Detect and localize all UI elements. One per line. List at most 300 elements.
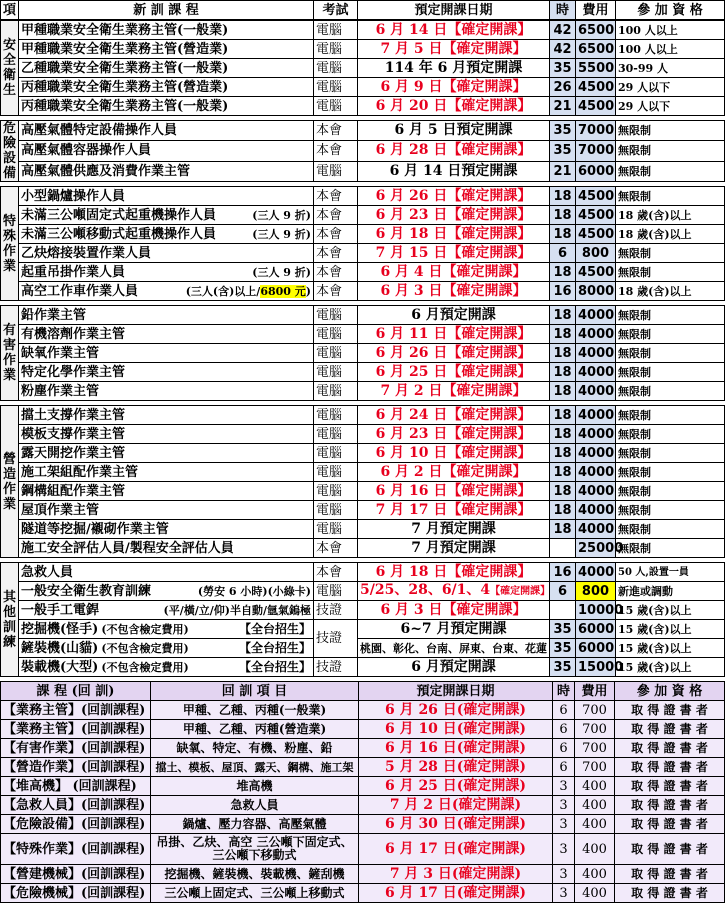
course-title: 鏟裝機(山貓) [21,640,99,656]
fee-cell: 4500 [576,263,616,282]
refresher-date: 6 月 16 日(確定開課) [359,739,553,758]
table-row [1,563,725,582]
exam-type: 本會 [314,141,358,161]
table-row [1,225,725,244]
table-row [1,244,725,263]
table-row [1,482,725,501]
refresher-header [1,682,725,701]
schedule-date-text: 7 月 2 日【確定開課】 [380,382,527,399]
refresher-hours: 3 [553,796,575,815]
course-name [19,482,314,501]
qualification: 無限制 [616,463,725,482]
course-title: 擋土支撐作業主管 [21,407,126,423]
refresher-course: 【急救人員】(回訓課程) [1,796,151,815]
qualification: 無限制 [616,161,725,181]
schedule-date [358,40,550,59]
refresher-fee: 400 [575,815,615,834]
refresher-qual: 取 得 證 書 者 [615,815,725,834]
refresher-course: 【營造作業】(回訓課程) [1,758,151,777]
schedule-date-text: 6 月 3 日【確定開課】 [380,282,527,299]
course-title: 屋頂作業主管 [21,502,100,518]
table-row [1,425,725,444]
course-name [19,501,314,520]
schedule-date-text: 7 月 17 日【確定開課】 [375,501,532,518]
qualification: 18 歲(含)以上 [616,225,725,244]
hours-cell: 18 [550,520,576,539]
schedule-date [358,463,550,482]
refresher-row [1,815,725,834]
refresher-fee: 700 [575,739,615,758]
exam-type: 電腦 [314,40,358,59]
schedule-date [358,306,550,325]
course-name [19,658,314,677]
fee-cell: 15000 [576,658,616,677]
refresher-date: 5 月 28 日(確定開課) [359,758,553,777]
refresher-course: 【營建機械】(回訓課程) [1,865,151,884]
schedule-date [358,658,550,677]
schedule-date-text: 6 月 24 日【確定開課】 [375,406,532,423]
schedule-date-text: 6 月 18 日【確定開課】 [375,225,532,242]
fee-cell: 4500 [576,206,616,225]
schedule-date [358,425,550,444]
qualification: 無限制 [616,121,725,141]
fee-cell: 6500 [576,20,616,40]
refresher-hours: 6 [553,720,575,739]
fee-cell: 6000 [576,161,616,181]
course-name [19,121,314,141]
header-hours: 時 [550,1,576,21]
schedule-date [358,363,550,382]
course-title: 模板支撐作業主管 [21,426,126,442]
fee-cell: 10000 [576,601,616,620]
exam-type: 電腦 [314,97,358,116]
qualification: 無限制 [616,244,725,263]
qualification: 無限制 [616,425,725,444]
table-row [1,141,725,161]
schedule-date-text: 7 月 5 日【確定開課】 [380,40,527,57]
hours-cell: 35 [550,141,576,161]
schedule-date-text: 114 年 6 月預定開課 [384,59,523,76]
qualification: 新進或調動 [616,582,725,601]
fee-cell: 25000 [576,539,616,558]
fee-cell: 4000 [576,563,616,582]
refresher-fee: 700 [575,701,615,720]
schedule-date-text: 5/25、28、6/1、4 [360,582,491,598]
course-name [19,601,314,620]
refresher-row [1,739,725,758]
fee-cell: 4500 [576,97,616,116]
refresher-hours: 3 [553,834,575,865]
fee-cell: 4000 [576,344,616,363]
refresher-row [1,701,725,720]
exam-type: 電腦 [314,520,358,539]
hours-cell: 18 [550,187,576,206]
schedule-date [358,520,550,539]
course-name [19,59,314,78]
fee-cell: 4500 [576,225,616,244]
hours-cell [550,539,576,558]
schedule-date [358,482,550,501]
table-row [1,463,725,482]
table-row [1,78,725,97]
qualification: 15 歲(含)以上 [616,639,725,658]
course-name [19,539,314,558]
course-title: 高壓氣體供應及消費作業主管 [21,163,191,179]
exam-type: 電腦 [314,501,358,520]
refresher-date: 6 月 10 日(確定開課) [359,720,553,739]
course-note-wrap [198,583,311,600]
category-label: 危險設備 [1,121,19,182]
table-row [1,406,725,425]
qualification: 無限制 [616,344,725,363]
refresher-course: 【業務主管】(回訓課程) [1,720,151,739]
table-row [1,344,725,363]
table-row [1,161,725,181]
ref-header-fee: 費用 [575,682,615,701]
schedule-date-text: 6 月 26 日【確定開課】 [375,187,532,204]
price-highlight: 6800 元 [260,284,306,298]
schedule-date-text: 6 月 18 日【確定開課】 [375,563,532,580]
qualification: 無限制 [616,306,725,325]
refresher-item: 甲種、乙種、丙種(一般業) [151,701,359,720]
qualification: 無限制 [616,501,725,520]
course-name [19,563,314,582]
refresher-date: 7 月 2 日(確定開課) [359,796,553,815]
refresher-fee: 400 [575,865,615,884]
course-title: 有機溶劑作業主管 [21,326,126,342]
course-title: 甲種職業安全衛生業務主管(營造業) [21,41,229,57]
course-name [19,244,314,263]
qualification: 15 歲(含)以上 [616,658,725,677]
fee-cell: 8000 [576,282,616,301]
refresher-item: 甲種、乙種、丙種(營造業) [151,720,359,739]
table-row [1,539,725,558]
refresher-item: 吊掛、乙炔、高空 三公噸下固定式、三公噸下移動式 [151,834,359,865]
refresher-hours: 3 [553,815,575,834]
exam-type: 技證 [314,620,358,658]
exam-type: 電腦 [314,444,358,463]
hours-cell: 21 [550,97,576,116]
exam-type: 電腦 [314,482,358,501]
schedule-date-text: 7 月預定開課 [411,520,496,537]
refresher-hours: 3 [553,777,575,796]
table-row [1,658,725,677]
refresher-hours: 6 [553,701,575,720]
course-title: 丙種職業安全衛生業務主管(營造業) [21,79,229,95]
course-name [19,225,314,244]
refresher-fee: 700 [575,758,615,777]
course-title: 露天開挖作業主管 [21,445,126,461]
qualification: 無限制 [616,187,725,206]
refresher-date: 7 月 3 日(確定開課) [359,865,553,884]
category-label: 有害作業 [1,306,19,401]
exam-type: 電腦 [314,59,358,78]
schedule-date [358,59,550,78]
refresher-table [0,681,725,903]
schedule-date [358,582,550,601]
refresher-date: 6 月 17 日(確定開課) [359,834,553,865]
table-row [1,325,725,344]
course-note-wrap [252,226,311,243]
category-label: 特殊作業 [1,187,19,301]
refresher-qual: 取 得 證 書 者 [615,701,725,720]
refresher-qual: 取 得 證 書 者 [615,796,725,815]
exam-type: 電腦 [314,344,358,363]
course-name [19,406,314,425]
fee-cell: 4500 [576,187,616,206]
qualification: 100 人以上 [616,20,725,40]
fee-cell: 4500 [576,78,616,97]
refresher-item: 三公噸上固定式、三公噸上移動式 [151,884,359,903]
course-title: 起重吊掛作業人員 [21,264,126,280]
region-tag: 【全台招生】 [238,659,311,674]
course-note: (三人 9 折) [252,265,311,279]
schedule-date-text: 6~7 月預定開課 [400,620,507,637]
fee-cell: 4000 [576,306,616,325]
fee-cell: 800 [576,582,616,601]
course-title: 甲種職業安全衛生業務主管(一般業) [21,22,229,38]
fee-cell: 6000 [576,620,616,639]
course-name [19,463,314,482]
course-note-wrap [252,207,311,224]
hours-cell: 35 [550,639,576,658]
schedule-date-text: 6 月 11 日【確定開課】 [375,325,532,342]
hours-cell: 18 [550,501,576,520]
schedule-date-text: 6 月 20 日【確定開課】 [375,97,532,114]
schedule-date-text: 7 月預定開課 [411,539,496,556]
exam-type: 電腦 [314,363,358,382]
ref-header-hours: 時 [553,682,575,701]
hours-cell: 18 [550,482,576,501]
refresher-hours: 3 [553,865,575,884]
exam-type: 電腦 [314,325,358,344]
course-title: 未滿三公噸固定式起重機操作人員 [21,207,217,223]
fee-cell: 6000 [576,639,616,658]
refresher-row [1,884,725,903]
category-label: 安全衛生 [1,20,19,116]
fee-cell: 4000 [576,444,616,463]
course-name [19,325,314,344]
course-title: 未滿三公噸移動式起重機操作人員 [21,226,217,242]
course-note-wrap [252,264,311,281]
hours-cell: 35 [550,121,576,141]
refresher-item: 挖掘機、鏟裝機、裝載機、鏟刮機 [151,865,359,884]
table-row [1,306,725,325]
table-row [1,97,725,116]
header-category: 項 [1,1,19,21]
refresher-hours: 6 [553,739,575,758]
qualification: 50 人,設置一員 [616,563,725,582]
table-row [1,187,725,206]
refresher-item: 鍋爐、壓力容器、高壓氣體 [151,815,359,834]
table-row [1,382,725,401]
fee-cell: 6500 [576,40,616,59]
hours-cell: 18 [550,382,576,401]
course-title: 施工安全評估人員/製程安全評估人員 [21,540,234,556]
fee-cell: 4000 [576,382,616,401]
exam-type: 本會 [314,206,358,225]
refresher-hours: 3 [553,884,575,903]
schedule-date [358,225,550,244]
refresher-hours: 6 [553,758,575,777]
fee-cell: 7000 [576,121,616,141]
hours-cell: 16 [550,282,576,301]
hours-cell: 35 [550,59,576,78]
course-note: (不包含檢定費用) [101,660,189,674]
exam-type: 本會 [314,244,358,263]
refresher-qual: 取 得 證 書 者 [615,720,725,739]
exam-type: 技證 [314,601,358,620]
qualification: 無限制 [616,363,725,382]
schedule-date-text: 6 月 26 日【確定開課】 [375,344,532,361]
qualification: 無限制 [616,482,725,501]
qualification: 無限制 [616,325,725,344]
refresher-fee: 400 [575,884,615,903]
hours-cell: 6 [550,582,576,601]
hours-cell: 42 [550,40,576,59]
course-name [19,187,314,206]
course-title: 小型鍋爐操作人員 [21,188,126,204]
course-name [19,141,314,161]
hours-cell: 35 [550,658,576,677]
fee-cell: 800 [576,244,616,263]
refresher-qual: 取 得 證 書 者 [615,865,725,884]
ref-header-qual: 參 加 資 格 [615,682,725,701]
qualification: 無限制 [616,520,725,539]
table-row [1,121,725,141]
refresher-qual: 取 得 證 書 者 [615,777,725,796]
course-name [19,520,314,539]
course-title: 粉塵作業主管 [21,383,100,399]
refresher-item: 缺氧、特定、有機、粉塵、鉛 [151,739,359,758]
schedule-date [358,563,550,582]
refresher-date: 6 月 30 日(確定開課) [359,815,553,834]
course-title: 一般手工電銲 [21,602,100,618]
exam-type: 電腦 [314,20,358,40]
course-note: (三人 9 折) [252,227,311,241]
course-note: (三人(含)以上/ [185,284,261,298]
table-row [1,20,725,40]
course-name [19,444,314,463]
exam-type: 本會 [314,282,358,301]
region-tag: 【全台招生】 [238,640,311,655]
course-note-wrap [164,602,311,619]
table-row [1,40,725,59]
schedule-date-text: 6 月 14 日【確定開課】 [375,21,532,38]
schedule-date-text: 6 月 28 日【確定開課】 [375,142,532,159]
course-note: (三人 9 折) [252,208,311,222]
table-row [1,639,725,658]
schedule-date [358,639,550,658]
course-title: 挖掘機(怪手) [21,621,99,637]
schedule-date-text: 6 月 25 日【確定開課】 [375,363,532,380]
course-name [19,97,314,116]
schedule-date [358,282,550,301]
course-title: 特定化學作業主管 [21,364,126,380]
exam-type: 電腦 [314,463,358,482]
qualification: 無限制 [616,539,725,558]
fee-cell: 4000 [576,463,616,482]
fee-cell: 4000 [576,325,616,344]
table-header [1,1,725,21]
course-title: 隧道等挖掘/襯砌作業主管 [21,521,169,537]
refresher-date: 6 月 25 日(確定開課) [359,777,553,796]
exam-type: 本會 [314,225,358,244]
hours-cell: 6 [550,244,576,263]
refresher-course: 【堆高機】 (回訓課程) [1,777,151,796]
schedule-date-status: 【確定開課】 [490,586,551,597]
course-name [19,263,314,282]
refresher-course: 【有害作業】(回訓課程) [1,739,151,758]
fee-cell: 4000 [576,520,616,539]
ref-header-date: 預定開課日期 [359,682,553,701]
exam-type: 電腦 [314,406,358,425]
refresher-row [1,796,725,815]
fee-cell: 5500 [576,59,616,78]
table-row [1,444,725,463]
schedule-date [358,206,550,225]
qualification: 無限制 [616,141,725,161]
refresher-row [1,758,725,777]
schedule-date [358,244,550,263]
header-exam: 考試 [314,1,358,21]
qualification: 100 人以上 [616,40,725,59]
fee-cell: 4000 [576,363,616,382]
course-note-wrap [186,283,311,300]
schedule-date [358,620,550,639]
course-name [19,206,314,225]
course-name [19,40,314,59]
refresher-course: 【危險機械】(回訓課程) [1,884,151,903]
exam-type: 電腦 [314,306,358,325]
course-name [19,161,314,181]
schedule-date [358,121,550,141]
schedule-date [358,344,550,363]
refresher-item: 堆高機 [151,777,359,796]
schedule-date-text: 6 月預定開課 [411,306,496,323]
course-title: 高壓氣體容器操作人員 [21,143,152,159]
hours-cell: 21 [550,161,576,181]
schedule-date [358,20,550,40]
exam-type: 本會 [314,263,358,282]
table-row [1,601,725,620]
schedule-date-text: 6 月 9 日【確定開課】 [380,78,527,95]
schedule-date [358,325,550,344]
hours-cell: 18 [550,306,576,325]
hours-cell: 18 [550,325,576,344]
table-row [1,620,725,639]
refresher-fee: 700 [575,720,615,739]
course-name [19,425,314,444]
refresher-fee: 400 [575,834,615,865]
exam-type: 本會 [314,187,358,206]
table-row [1,501,725,520]
schedule-date [358,382,550,401]
refresher-item: 急救人員 [151,796,359,815]
course-name [19,382,314,401]
course-name [19,20,314,40]
fee-cell: 4000 [576,406,616,425]
refresher-course: 【業務主管】(回訓課程) [1,701,151,720]
course-name [19,306,314,325]
course-note: (不包含檢定費用) [101,641,189,655]
course-title: 一般安全衛生教育訓練 [21,583,152,599]
exam-type: 電腦 [314,425,358,444]
course-name [19,620,314,639]
hours-cell: 26 [550,78,576,97]
hours-cell [550,601,576,620]
course-title: 施工架組配作業主管 [21,464,139,480]
